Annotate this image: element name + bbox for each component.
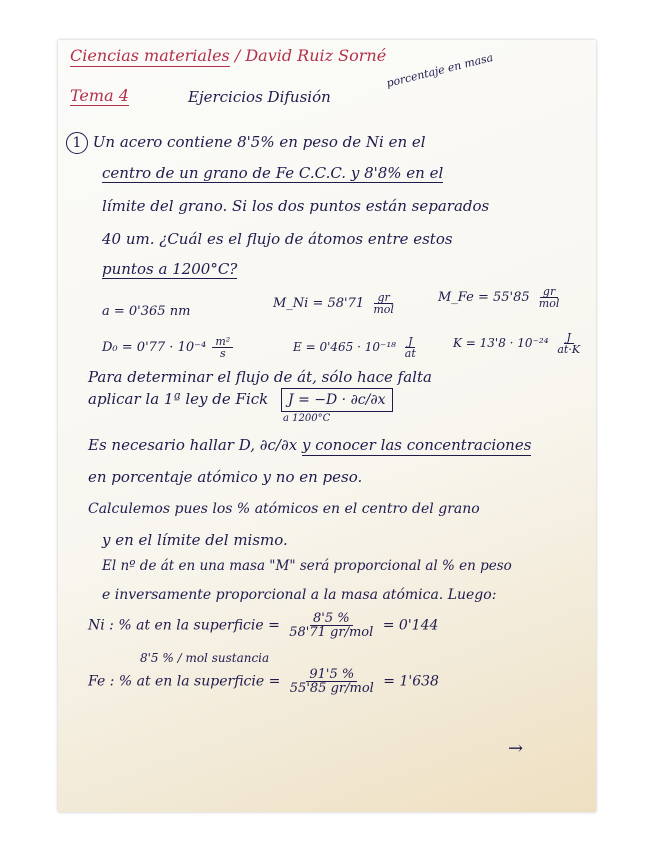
k-unit-num: J xyxy=(564,332,574,344)
notebook-page xyxy=(58,40,596,812)
fe-result: = 1'638 xyxy=(383,673,439,690)
solution-line-8: e inversamente proporcional a la masa atómica. Luego: xyxy=(102,587,497,603)
m-ni-value: M_Ni = 58'71 xyxy=(273,296,365,311)
ni-result: = 0'144 xyxy=(382,617,439,634)
problem-line-4: 40 um. ¿Cuál es el flujo de átomos entre estos xyxy=(102,230,453,248)
fe-numerator: 91'5 % xyxy=(306,668,357,682)
temperature-note: a 1200°C xyxy=(283,413,331,424)
solution-line-6: y en el límite del mismo. xyxy=(102,531,288,549)
subject-title: Ciencias materiales xyxy=(70,46,230,65)
ni-calculation xyxy=(88,612,438,639)
solution-line-1: Para determinar el flujo de át, sólo hace falta xyxy=(88,368,432,386)
tema-label: Tema 4 xyxy=(70,86,129,105)
ni-denominator: 58'71 gr/mol xyxy=(289,625,374,640)
continue-arrow: → xyxy=(508,738,524,759)
d0-unit-num: m² xyxy=(212,336,233,348)
section-title: Ejercicios Difusión xyxy=(188,88,331,106)
ni-numerator: 8'5 % xyxy=(310,612,353,626)
problem-line-5: puntos a 1200°C? xyxy=(102,260,238,278)
ni-label: Ni : % at en la superficie = xyxy=(88,617,280,634)
k-text: K = 13'8 · 10⁻²⁴ xyxy=(453,336,549,350)
e-unit-den: at xyxy=(404,347,416,360)
solution-line-3 xyxy=(88,438,531,453)
molar-mass-ni xyxy=(273,292,399,315)
margin-note: porcentaje en masa xyxy=(385,50,495,90)
d0-unit xyxy=(212,336,233,359)
solution-line-4: en porcentaje atómico y no en peso. xyxy=(88,468,363,486)
separator: / xyxy=(229,46,246,65)
fe-calculation xyxy=(88,668,439,695)
fe-fraction xyxy=(287,668,377,695)
concentraciones-text: y conocer las concentraciones xyxy=(301,436,532,454)
d0-text: D₀ = 0'77 · 10⁻⁴ xyxy=(102,340,207,355)
fe-denominator: 55'85 gr/mol xyxy=(289,681,374,696)
problem-line-2: centro de un grano de Fe C.C.C. y 8'8% en el xyxy=(102,164,444,182)
author-name: David Ruiz Sorné xyxy=(245,46,387,65)
lattice-param: a = 0'365 nm xyxy=(102,304,191,319)
ni-fraction xyxy=(286,612,376,639)
solution-line-7: El nº de át en una masa "M" será proporcional al % en peso xyxy=(102,558,512,574)
problem-text-1: Un acero contiene 8'5% en peso de Ni en el xyxy=(92,133,426,151)
activation-energy xyxy=(293,336,421,359)
m-fe-unit-num: gr xyxy=(540,286,558,298)
e-text: E = 0'465 · 10⁻¹⁸ xyxy=(293,340,396,354)
m-ni-unit-den: mol xyxy=(373,303,394,316)
e-unit-num: J xyxy=(405,336,415,348)
page-title xyxy=(70,48,386,64)
hallar-text: Es necesario hallar D, xyxy=(88,436,255,454)
solution-line-5: Calculemos pues los % atómicos en el centro del grano xyxy=(88,501,480,517)
problem-line-1 xyxy=(66,132,426,154)
e-unit xyxy=(402,336,419,359)
m-fe-unit-den: mol xyxy=(538,297,560,310)
gradient-term: ∂c/∂x xyxy=(259,436,298,454)
solution-line-2 xyxy=(88,392,393,407)
molar-mass-fe xyxy=(438,286,564,309)
m-fe-unit xyxy=(536,286,563,309)
d0-unit-den: s xyxy=(219,347,226,360)
m-ni-unit xyxy=(370,292,397,315)
k-unit xyxy=(554,332,583,355)
boltzmann-constant xyxy=(453,332,585,355)
fick-law-box: J = −D · ∂c/∂x xyxy=(281,388,392,412)
ni-subnote: 8'5 % / mol sustancia xyxy=(140,651,270,665)
m-ni-unit-num: gr xyxy=(374,292,392,304)
k-unit-den: at·K xyxy=(557,343,581,356)
fe-label: Fe : % at en la superficie = xyxy=(88,673,281,690)
fick-intro: aplicar la 1ª ley de Fick xyxy=(88,390,269,408)
m-fe-value: M_Fe = 55'85 xyxy=(438,290,530,305)
problem-line-3: límite del grano. Si los dos puntos están separados xyxy=(102,197,490,215)
problem-number: 1 xyxy=(66,132,88,154)
d0-value xyxy=(102,336,235,359)
